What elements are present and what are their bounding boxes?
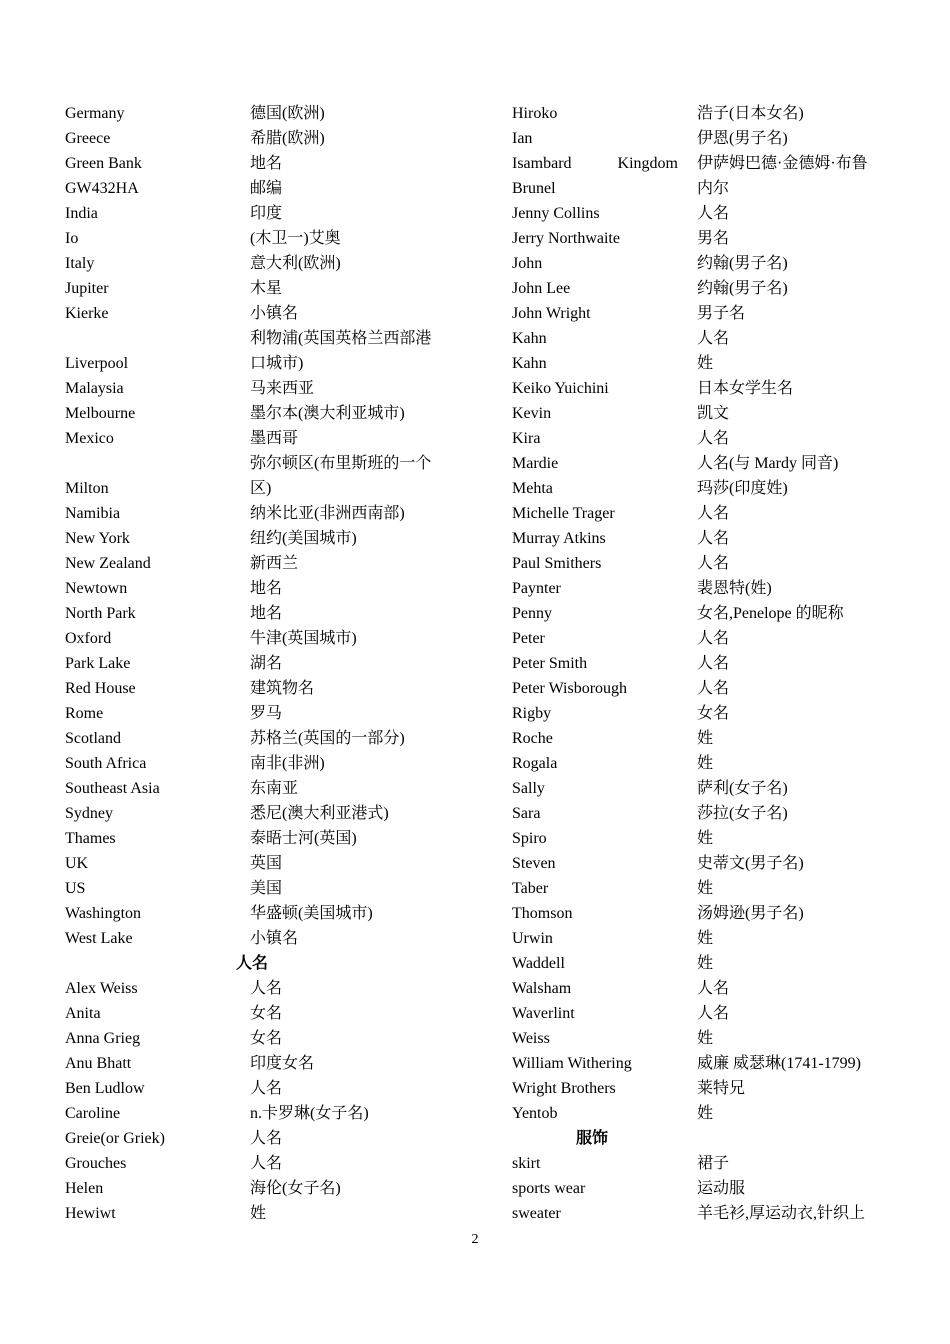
vocab-row bbox=[512, 1151, 892, 1176]
english-term: Michelle Trager bbox=[512, 505, 615, 522]
vocab-row bbox=[512, 301, 892, 326]
vocab-row bbox=[512, 976, 892, 1001]
vocab-row bbox=[512, 951, 892, 976]
vocab-row bbox=[65, 701, 465, 726]
chinese-term: 男子名 bbox=[697, 305, 746, 322]
vocab-row bbox=[512, 201, 892, 226]
vocab-row bbox=[512, 451, 892, 476]
vocab-row bbox=[65, 1101, 465, 1126]
english-term: Rome bbox=[65, 705, 104, 722]
english-term: Anita bbox=[65, 1005, 101, 1022]
english-word: Isambard bbox=[512, 155, 572, 172]
english-term: John Wright bbox=[512, 305, 591, 322]
chinese-term: 人名 bbox=[697, 530, 730, 547]
vocab-row bbox=[512, 1051, 892, 1076]
english-term-line bbox=[512, 151, 678, 176]
chinese-term: 南非(非洲) bbox=[250, 755, 325, 772]
english-term: Namibia bbox=[65, 505, 121, 522]
vocab-row bbox=[512, 551, 892, 576]
vocab-row bbox=[512, 1026, 892, 1051]
chinese-term: 悉尼(澳大利亚港式) bbox=[250, 805, 389, 822]
chinese-term: 印度 bbox=[250, 205, 283, 222]
vocab-row bbox=[65, 1001, 465, 1026]
vocab-row bbox=[512, 501, 892, 526]
vocab-row bbox=[512, 476, 892, 501]
chinese-term: 人名 bbox=[250, 1080, 283, 1097]
english-term: Sally bbox=[512, 780, 545, 797]
vocab-row bbox=[512, 376, 892, 401]
english-term: Scotland bbox=[65, 730, 121, 747]
vocab-row bbox=[65, 401, 465, 426]
english-term: sweater bbox=[512, 1205, 561, 1222]
chinese-term: 人名 bbox=[697, 1005, 730, 1022]
chinese-term: 牛津(英国城市) bbox=[250, 630, 357, 647]
english-term: UK bbox=[65, 855, 89, 872]
chinese-term: 华盛顿(美国城市) bbox=[250, 905, 373, 922]
vocab-row bbox=[65, 851, 465, 876]
vocab-row bbox=[65, 826, 465, 851]
vocab-row bbox=[512, 251, 892, 276]
english-term: Milton bbox=[65, 480, 109, 497]
english-term bbox=[512, 151, 697, 201]
chinese-term: 邮编 bbox=[250, 180, 283, 197]
english-term: Liverpool bbox=[65, 355, 129, 372]
english-term: Taber bbox=[512, 880, 549, 897]
chinese-term: 马来西亚 bbox=[250, 380, 315, 397]
chinese-term: (木卫一)艾奥 bbox=[250, 230, 341, 247]
vocab-row bbox=[65, 301, 465, 326]
english-term: John bbox=[512, 255, 543, 272]
english-term: Mardie bbox=[512, 455, 559, 472]
chinese-term: 威廉 威瑟琳(1741-1799) bbox=[697, 1055, 861, 1072]
english-term: Sara bbox=[512, 805, 541, 822]
chinese-term: 裴恩特(姓) bbox=[697, 580, 772, 597]
english-term: skirt bbox=[512, 1155, 541, 1172]
vocab-row bbox=[65, 176, 465, 201]
chinese-term: 人名 bbox=[697, 630, 730, 647]
english-term: Washington bbox=[65, 905, 142, 922]
vocab-row bbox=[512, 801, 892, 826]
vocab-row bbox=[512, 901, 892, 926]
chinese-term: 印度女名 bbox=[250, 1055, 315, 1072]
chinese-term: 女名,Penelope 的昵称 bbox=[697, 605, 844, 622]
chinese-term: 希腊(欧洲) bbox=[250, 130, 325, 147]
english-word: Kingdom bbox=[617, 155, 678, 172]
chinese-term: 泰晤士河(英国) bbox=[250, 830, 357, 847]
english-term: Oxford bbox=[65, 630, 112, 647]
vocab-row bbox=[65, 276, 465, 301]
vocab-row bbox=[512, 576, 892, 601]
english-term: Italy bbox=[65, 255, 95, 272]
vocab-row bbox=[65, 576, 465, 601]
chinese-term: 日本女学生名 bbox=[697, 380, 794, 397]
chinese-term: 人名 bbox=[250, 980, 283, 997]
vocab-row bbox=[512, 1101, 892, 1126]
chinese-term: 姓 bbox=[697, 1105, 714, 1122]
vocab-row bbox=[65, 976, 465, 1001]
chinese-term: 人名(与 Mardy 同音) bbox=[697, 455, 839, 472]
english-term: Rogala bbox=[512, 755, 558, 772]
english-term: India bbox=[65, 205, 98, 222]
chinese-term: 人名 bbox=[250, 1130, 283, 1147]
vocab-row bbox=[65, 601, 465, 626]
vocab-row bbox=[65, 626, 465, 651]
vocab-row bbox=[512, 1076, 892, 1101]
chinese-term-line: 口城市) bbox=[250, 355, 304, 372]
vocab-row bbox=[65, 526, 465, 551]
chinese-term: 莎拉(女子名) bbox=[697, 805, 788, 822]
chinese-term: 小镇名 bbox=[250, 930, 299, 947]
vocab-row bbox=[512, 351, 892, 376]
chinese-term: 运动服 bbox=[697, 1180, 746, 1197]
vocab-row bbox=[65, 1026, 465, 1051]
chinese-term bbox=[697, 151, 892, 201]
english-term: GW432HA bbox=[65, 180, 139, 197]
vocab-row bbox=[65, 726, 465, 751]
vocab-row bbox=[65, 651, 465, 676]
vocab-row bbox=[65, 426, 465, 451]
chinese-term: 裙子 bbox=[697, 1155, 730, 1172]
chinese-term: 玛莎(印度姓) bbox=[697, 480, 788, 497]
chinese-term: 汤姆逊(男子名) bbox=[697, 905, 804, 922]
vocab-row bbox=[65, 876, 465, 901]
chinese-term: 姓 bbox=[697, 830, 714, 847]
chinese-term-line: 伊萨姆巴德·金德姆·布鲁 bbox=[697, 155, 868, 172]
vocab-row bbox=[512, 851, 892, 876]
chinese-term: 女名 bbox=[250, 1030, 283, 1047]
english-term: Greece bbox=[65, 130, 111, 147]
english-term: Roche bbox=[512, 730, 553, 747]
vocab-row bbox=[512, 426, 892, 451]
english-term: Waverlint bbox=[512, 1005, 575, 1022]
english-term: Mehta bbox=[512, 480, 553, 497]
vocab-row bbox=[512, 601, 892, 626]
english-term: Newtown bbox=[65, 580, 128, 597]
vocab-row bbox=[65, 901, 465, 926]
english-term: Peter Smith bbox=[512, 655, 588, 672]
vocab-row bbox=[512, 1176, 892, 1201]
vocab-row bbox=[512, 276, 892, 301]
english-term: Malaysia bbox=[65, 380, 124, 397]
vocab-row bbox=[512, 701, 892, 726]
chinese-term: 东南亚 bbox=[250, 780, 299, 797]
vocab-row bbox=[65, 1126, 465, 1151]
vocab-row bbox=[65, 1076, 465, 1101]
english-term: New Zealand bbox=[65, 555, 151, 572]
chinese-term: 约翰(男子名) bbox=[697, 280, 788, 297]
chinese-term: 纽约(美国城市) bbox=[250, 530, 357, 547]
chinese-term: 姓 bbox=[697, 755, 714, 772]
vocab-row bbox=[65, 101, 465, 126]
english-term: Walsham bbox=[512, 980, 572, 997]
section-heading-names: 人名 bbox=[236, 955, 269, 972]
left-column bbox=[65, 101, 465, 1226]
chinese-term: 人名 bbox=[697, 655, 730, 672]
vocab-row bbox=[512, 1201, 892, 1226]
english-term: Caroline bbox=[65, 1105, 121, 1122]
chinese-term: 意大利(欧洲) bbox=[250, 255, 341, 272]
english-term: Murray Atkins bbox=[512, 530, 606, 547]
chinese-term: 女名 bbox=[697, 705, 730, 722]
chinese-term: 木星 bbox=[250, 280, 283, 297]
english-term: Ian bbox=[512, 130, 533, 147]
chinese-term: 人名 bbox=[697, 330, 730, 347]
vocab-row bbox=[65, 501, 465, 526]
vocab-row bbox=[65, 451, 465, 501]
chinese-term: 地名 bbox=[250, 580, 283, 597]
english-term: US bbox=[65, 880, 86, 897]
chinese-term: 姓 bbox=[697, 355, 714, 372]
chinese-term: 人名 bbox=[697, 980, 730, 997]
chinese-term: 地名 bbox=[250, 605, 283, 622]
english-term: Paynter bbox=[512, 580, 561, 597]
chinese-term: 姓 bbox=[697, 730, 714, 747]
chinese-term: 地名 bbox=[250, 155, 283, 172]
english-term: West Lake bbox=[65, 930, 133, 947]
english-term: Anna Grieg bbox=[65, 1030, 141, 1047]
english-term: Kahn bbox=[512, 355, 547, 372]
vocab-row bbox=[512, 226, 892, 251]
english-term: Wright Brothers bbox=[512, 1080, 616, 1097]
chinese-term bbox=[250, 326, 465, 376]
right-column bbox=[512, 101, 892, 1226]
english-term: Kira bbox=[512, 430, 541, 447]
english-term: Southeast Asia bbox=[65, 780, 160, 797]
english-term: Keiko Yuichini bbox=[512, 380, 609, 397]
chinese-term-line: 利物浦(英国英格兰西部港 bbox=[250, 330, 432, 347]
english-term: Greie(or Griek) bbox=[65, 1130, 165, 1147]
vocab-row bbox=[65, 151, 465, 176]
english-term: Ben Ludlow bbox=[65, 1080, 145, 1097]
chinese-term: 海伦(女子名) bbox=[250, 1180, 341, 1197]
chinese-term: 伊恩(男子名) bbox=[697, 130, 788, 147]
chinese-term: n.卡罗琳(女子名) bbox=[250, 1105, 369, 1122]
chinese-term-line: 内尔 bbox=[697, 180, 730, 197]
chinese-term: 人名 bbox=[697, 430, 730, 447]
english-term: Weiss bbox=[512, 1030, 550, 1047]
vocab-row bbox=[65, 751, 465, 776]
vocab-row bbox=[512, 126, 892, 151]
english-term: South Africa bbox=[65, 755, 147, 772]
english-term: Hewiwt bbox=[65, 1205, 116, 1222]
english-term: Mexico bbox=[65, 430, 114, 447]
english-term: Jerry Northwaite bbox=[512, 230, 620, 247]
english-term: Peter Wisborough bbox=[512, 680, 628, 697]
english-term: sports wear bbox=[512, 1180, 586, 1197]
vocab-row bbox=[65, 776, 465, 801]
vocab-row bbox=[512, 751, 892, 776]
chinese-term: 德国(欧洲) bbox=[250, 105, 325, 122]
chinese-term: 羊毛衫,厚运动衣,针织上 bbox=[697, 1205, 866, 1222]
english-term: Green Bank bbox=[65, 155, 142, 172]
english-term: Io bbox=[65, 230, 79, 247]
english-term: Thomson bbox=[512, 905, 573, 922]
vocab-row bbox=[65, 326, 465, 376]
chinese-term: 湖名 bbox=[250, 655, 283, 672]
vocab-row bbox=[512, 726, 892, 751]
english-term: Peter bbox=[512, 630, 545, 647]
chinese-term: 墨西哥 bbox=[250, 430, 299, 447]
vocab-row bbox=[512, 651, 892, 676]
english-term: Kevin bbox=[512, 405, 552, 422]
english-term: Spiro bbox=[512, 830, 547, 847]
chinese-term: 莱特兄 bbox=[697, 1080, 746, 1097]
chinese-term: 男名 bbox=[697, 230, 730, 247]
vocab-row bbox=[65, 201, 465, 226]
english-term: Alex Weiss bbox=[65, 980, 138, 997]
vocab-row bbox=[65, 801, 465, 826]
english-term: North Park bbox=[65, 605, 136, 622]
vocab-row bbox=[65, 551, 465, 576]
vocab-row bbox=[65, 251, 465, 276]
english-term: Park Lake bbox=[65, 655, 131, 672]
vocab-row bbox=[512, 101, 892, 126]
english-term: Melbourne bbox=[65, 405, 136, 422]
chinese-term: 人名 bbox=[697, 555, 730, 572]
chinese-term: 新西兰 bbox=[250, 555, 299, 572]
english-term: Anu Bhatt bbox=[65, 1055, 132, 1072]
vocab-row bbox=[512, 326, 892, 351]
chinese-term: 人名 bbox=[250, 1155, 283, 1172]
chinese-term: 史蒂文(男子名) bbox=[697, 855, 804, 872]
chinese-term: 小镇名 bbox=[250, 305, 299, 322]
vocab-row bbox=[65, 1201, 465, 1226]
chinese-term: 浩子(日本女名) bbox=[697, 105, 804, 122]
english-term: Urwin bbox=[512, 930, 553, 947]
english-term: Jupiter bbox=[65, 280, 109, 297]
vocab-row bbox=[65, 1151, 465, 1176]
english-term: Penny bbox=[512, 605, 552, 622]
vocab-row bbox=[512, 826, 892, 851]
chinese-term: 人名 bbox=[697, 505, 730, 522]
english-term: Thames bbox=[65, 830, 116, 847]
vocab-row bbox=[512, 1001, 892, 1026]
chinese-term: 姓 bbox=[697, 880, 714, 897]
chinese-term: 墨尔本(澳大利亚城市) bbox=[250, 405, 405, 422]
english-term: Jenny Collins bbox=[512, 205, 600, 222]
chinese-term: 女名 bbox=[250, 1005, 283, 1022]
english-term: Red House bbox=[65, 680, 136, 697]
english-term: Rigby bbox=[512, 705, 552, 722]
vocab-row bbox=[512, 776, 892, 801]
vocab-row bbox=[512, 401, 892, 426]
chinese-term: 约翰(男子名) bbox=[697, 255, 788, 272]
english-term: Paul Smithers bbox=[512, 555, 602, 572]
vocab-row bbox=[512, 876, 892, 901]
chinese-term: 萨利(女子名) bbox=[697, 780, 788, 797]
vocab-row bbox=[512, 926, 892, 951]
vocab-row bbox=[65, 1051, 465, 1076]
vocab-row bbox=[512, 526, 892, 551]
chinese-term: 纳米比亚(非洲西南部) bbox=[250, 505, 405, 522]
vocab-row bbox=[512, 626, 892, 651]
chinese-term: 姓 bbox=[697, 930, 714, 947]
english-term: Steven bbox=[512, 855, 556, 872]
chinese-term: 美国 bbox=[250, 880, 283, 897]
chinese-term: 英国 bbox=[250, 855, 283, 872]
chinese-term: 人名 bbox=[697, 680, 730, 697]
chinese-term: 凯文 bbox=[697, 405, 730, 422]
chinese-term-line: 区) bbox=[250, 480, 272, 497]
english-term: Waddell bbox=[512, 955, 565, 972]
english-term: Germany bbox=[65, 105, 125, 122]
section-heading-clothing: 服饰 bbox=[576, 1130, 609, 1147]
vocab-row bbox=[512, 676, 892, 701]
english-term: New York bbox=[65, 530, 130, 547]
english-term-line: Brunel bbox=[512, 180, 556, 197]
english-term: Grouches bbox=[65, 1155, 127, 1172]
english-term: Hiroko bbox=[512, 105, 558, 122]
vocab-row bbox=[65, 676, 465, 701]
vocab-row bbox=[65, 1176, 465, 1201]
chinese-term bbox=[250, 451, 465, 501]
chinese-term: 建筑物名 bbox=[250, 680, 315, 697]
chinese-term: 姓 bbox=[697, 955, 714, 972]
vocab-row bbox=[65, 126, 465, 151]
english-term: Helen bbox=[65, 1180, 104, 1197]
english-term: Yentob bbox=[512, 1105, 558, 1122]
chinese-term: 姓 bbox=[250, 1205, 267, 1222]
chinese-term: 苏格兰(英国的一部分) bbox=[250, 730, 405, 747]
vocab-row bbox=[65, 226, 465, 251]
page-number: 2 bbox=[471, 1232, 479, 1247]
english-term: Kahn bbox=[512, 330, 547, 347]
english-term: William Withering bbox=[512, 1055, 632, 1072]
vocab-row bbox=[65, 926, 465, 951]
english-term: Kierke bbox=[65, 305, 109, 322]
chinese-term: 罗马 bbox=[250, 705, 283, 722]
vocab-row bbox=[65, 376, 465, 401]
english-term: John Lee bbox=[512, 280, 571, 297]
chinese-term: 姓 bbox=[697, 1030, 714, 1047]
english-term: Sydney bbox=[65, 805, 113, 822]
vocab-row bbox=[512, 151, 892, 201]
chinese-term: 人名 bbox=[697, 205, 730, 222]
chinese-term-line: 弥尔顿区(布里斯班的一个 bbox=[250, 455, 432, 472]
